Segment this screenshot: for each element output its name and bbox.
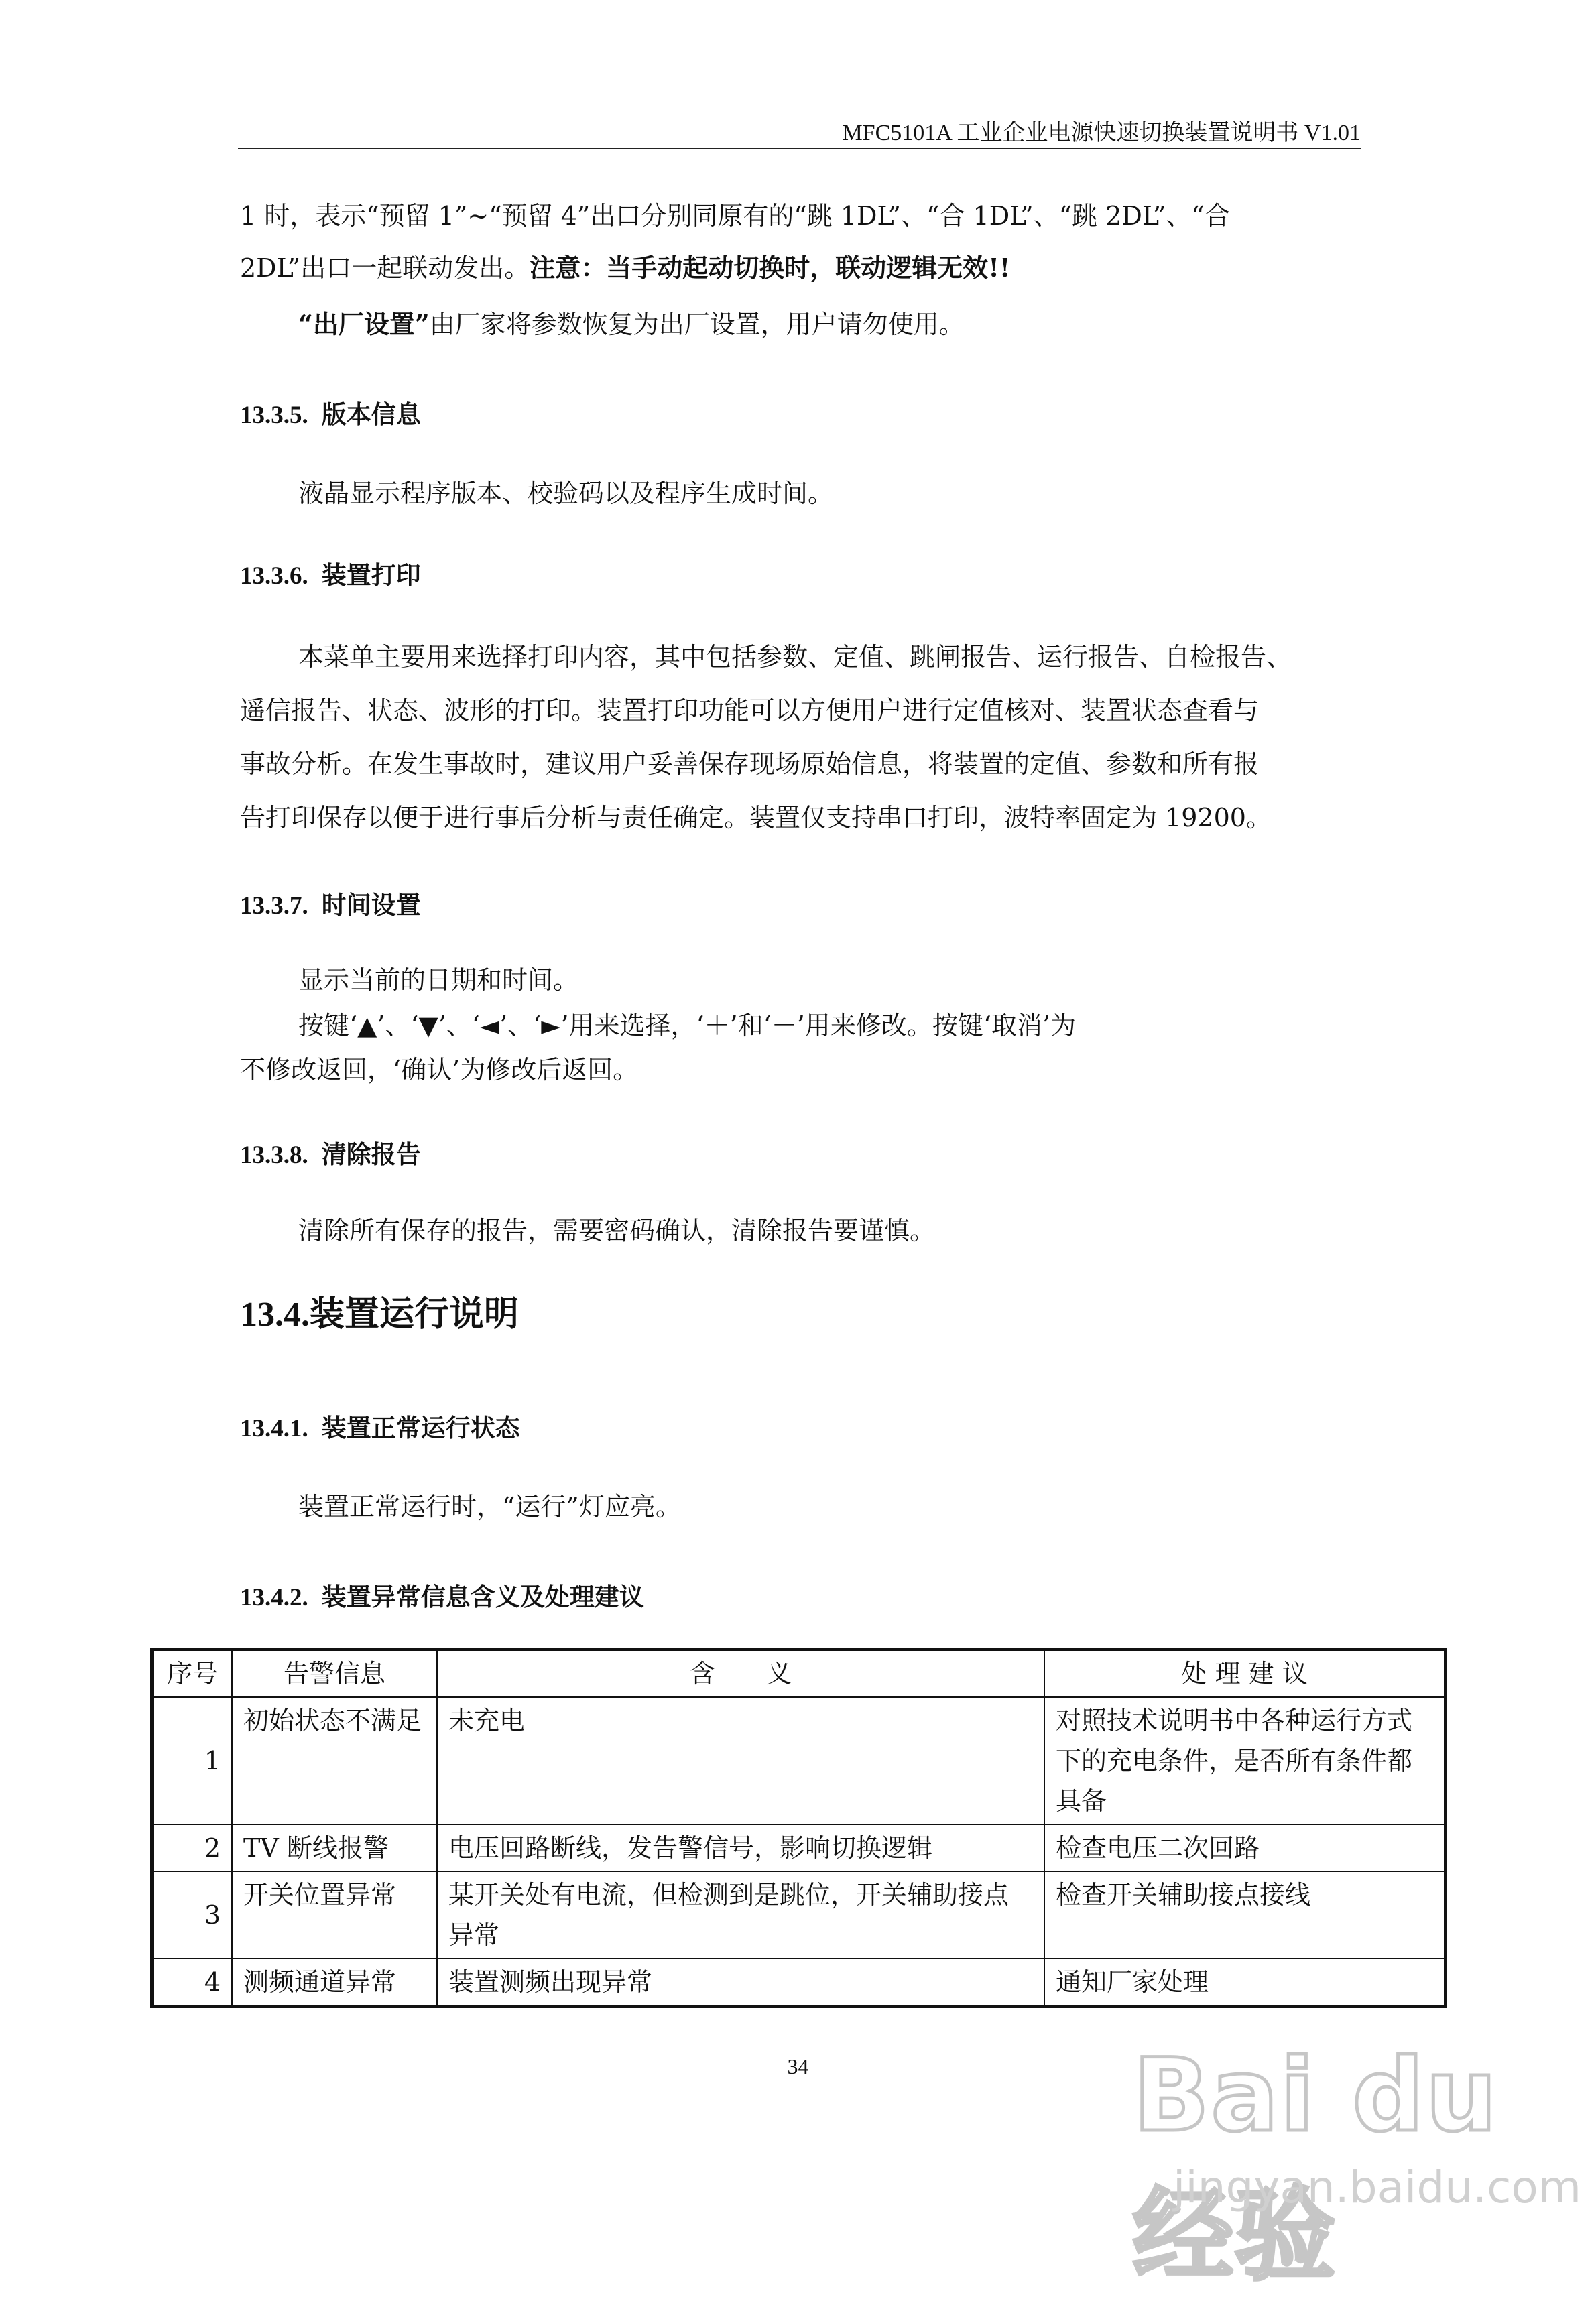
alarm-table	[150, 1648, 1447, 2008]
section-number: 13.4.2.	[240, 1584, 308, 1611]
header-alarm: 告警信息	[232, 1650, 437, 1698]
cell-advice: 通知厂家处理	[1044, 1959, 1446, 2007]
table-row	[152, 1959, 1446, 2007]
header-rule	[238, 148, 1361, 149]
text: 由厂家将参数恢复为出厂设置，用户请勿使用。	[429, 310, 965, 339]
text: 2DL”出口一起联动发出。	[240, 253, 530, 283]
section-title: 清除报告	[321, 1140, 421, 1169]
section-heading-13-3-6	[240, 555, 421, 591]
paragraph-line: 按键‘▲’、‘▼’、‘◄’、‘►’用来选择，‘＋’和‘－’用来修改。按键‘取消’为	[298, 1011, 1077, 1040]
section-title: 装置正常运行状态	[321, 1414, 520, 1442]
baidu-watermark-logo: Bai du 经验	[1133, 2038, 1499, 2294]
paragraph-line: 遥信报告、状态、波形的打印。装置打印功能可以方便用户进行定值核对、装置状态查看与	[240, 696, 1260, 725]
header-no: 序号	[152, 1650, 233, 1698]
section-number: 13.3.8.	[240, 1141, 308, 1169]
paragraph-line: 清除所有保存的报告，需要密码确认，清除报告要谨慎。	[298, 1216, 936, 1245]
cell-advice: 检查电压二次回路	[1044, 1824, 1446, 1871]
paragraph-line: 告打印保存以便于进行事后分析与责任确定。装置仅支持串口打印，波特率固定为 19200。	[240, 803, 1272, 832]
section-heading-13-4	[240, 1286, 519, 1336]
section-heading-13-3-8	[240, 1134, 421, 1170]
paragraph-line: 1 时，表示“预留 1”~“预留 4”出口分别同原有的“跳 1DL”、“合 1DL”、“跳 2DL”、“合	[240, 201, 1230, 231]
paragraph-line: 显示当前的日期和时间。	[298, 965, 579, 995]
cell-advice: 检查开关辅助接点接线	[1044, 1871, 1446, 1959]
paragraph-line	[298, 304, 1424, 345]
watermark-url: jingyan.baidu.com	[1173, 2162, 1582, 2213]
cell-advice: 对照技术说明书中各种运行方式下的充电条件，是否所有条件都具备	[1044, 1697, 1446, 1824]
table-row	[152, 1871, 1446, 1959]
cell-no: 2	[152, 1824, 233, 1871]
section-number: 13.3.5.	[240, 401, 308, 429]
paragraph-line	[240, 248, 1366, 288]
section-number: 13.3.7.	[240, 892, 308, 920]
factory-setting-term: “出厂设置”	[298, 309, 430, 339]
paragraph-line: 不修改返回，‘确认’为修改后返回。	[240, 1055, 639, 1084]
section-title: 时间设置	[321, 891, 421, 920]
cell-no: 3	[152, 1871, 233, 1959]
cell-meaning: 电压回路断线，发告警信号，影响切换逻辑	[437, 1824, 1044, 1871]
table-row	[152, 1824, 1446, 1871]
section-heading-13-4-2	[240, 1576, 644, 1613]
section-number: 13.4.1.	[240, 1415, 308, 1442]
paragraph-line: 事故分析。在发生事故时，建议用户妥善保存现场原始信息，将装置的定值、参数和所有报	[240, 749, 1260, 779]
cell-no: 1	[152, 1697, 233, 1824]
header-meaning: 含 义	[437, 1650, 1044, 1698]
cell-meaning: 装置测频出现异常	[437, 1959, 1044, 2007]
cell-alarm: 测频通道异常	[232, 1959, 437, 2007]
paragraph-line: 本菜单主要用来选择打印内容，其中包括参数、定值、跳闸报告、运行报告、自检报告、	[298, 642, 1292, 672]
section-title: 装置异常信息含义及处理建议	[321, 1582, 644, 1611]
cell-meaning: 未充电	[437, 1697, 1044, 1824]
section-heading-13-3-7	[240, 885, 421, 921]
cell-no: 4	[152, 1959, 233, 2007]
section-title: 装置运行说明	[310, 1294, 519, 1334]
section-number: 13.4.	[240, 1296, 310, 1334]
warning-note: 注意：当手动起动切换时，联动逻辑无效!!	[530, 253, 1011, 283]
section-number: 13.3.6.	[240, 562, 308, 590]
paragraph-line: 液晶显示程序版本、校验码以及程序生成时间。	[298, 479, 834, 508]
cell-meaning: 某开关处有电流，但检测到是跳位，开关辅助接点异常	[437, 1871, 1044, 1959]
section-heading-13-4-1	[240, 1408, 520, 1444]
table-row	[152, 1697, 1446, 1824]
section-heading-13-3-5	[240, 394, 421, 430]
cell-alarm: TV 断线报警	[232, 1824, 437, 1871]
page-number: 34	[787, 2054, 809, 2078]
section-title: 版本信息	[321, 400, 421, 429]
paragraph-line: 装置正常运行时，“运行”灯应亮。	[298, 1492, 681, 1521]
cell-alarm: 开关位置异常	[232, 1871, 437, 1959]
page-header: MFC5101A 工业企业电源快速切换装置说明书 V1.01	[842, 121, 1361, 145]
table-header-row	[152, 1650, 1446, 1698]
section-title: 装置打印	[321, 561, 421, 590]
cell-alarm: 初始状态不满足	[232, 1697, 437, 1824]
header-advice: 处 理 建 议	[1044, 1650, 1446, 1698]
